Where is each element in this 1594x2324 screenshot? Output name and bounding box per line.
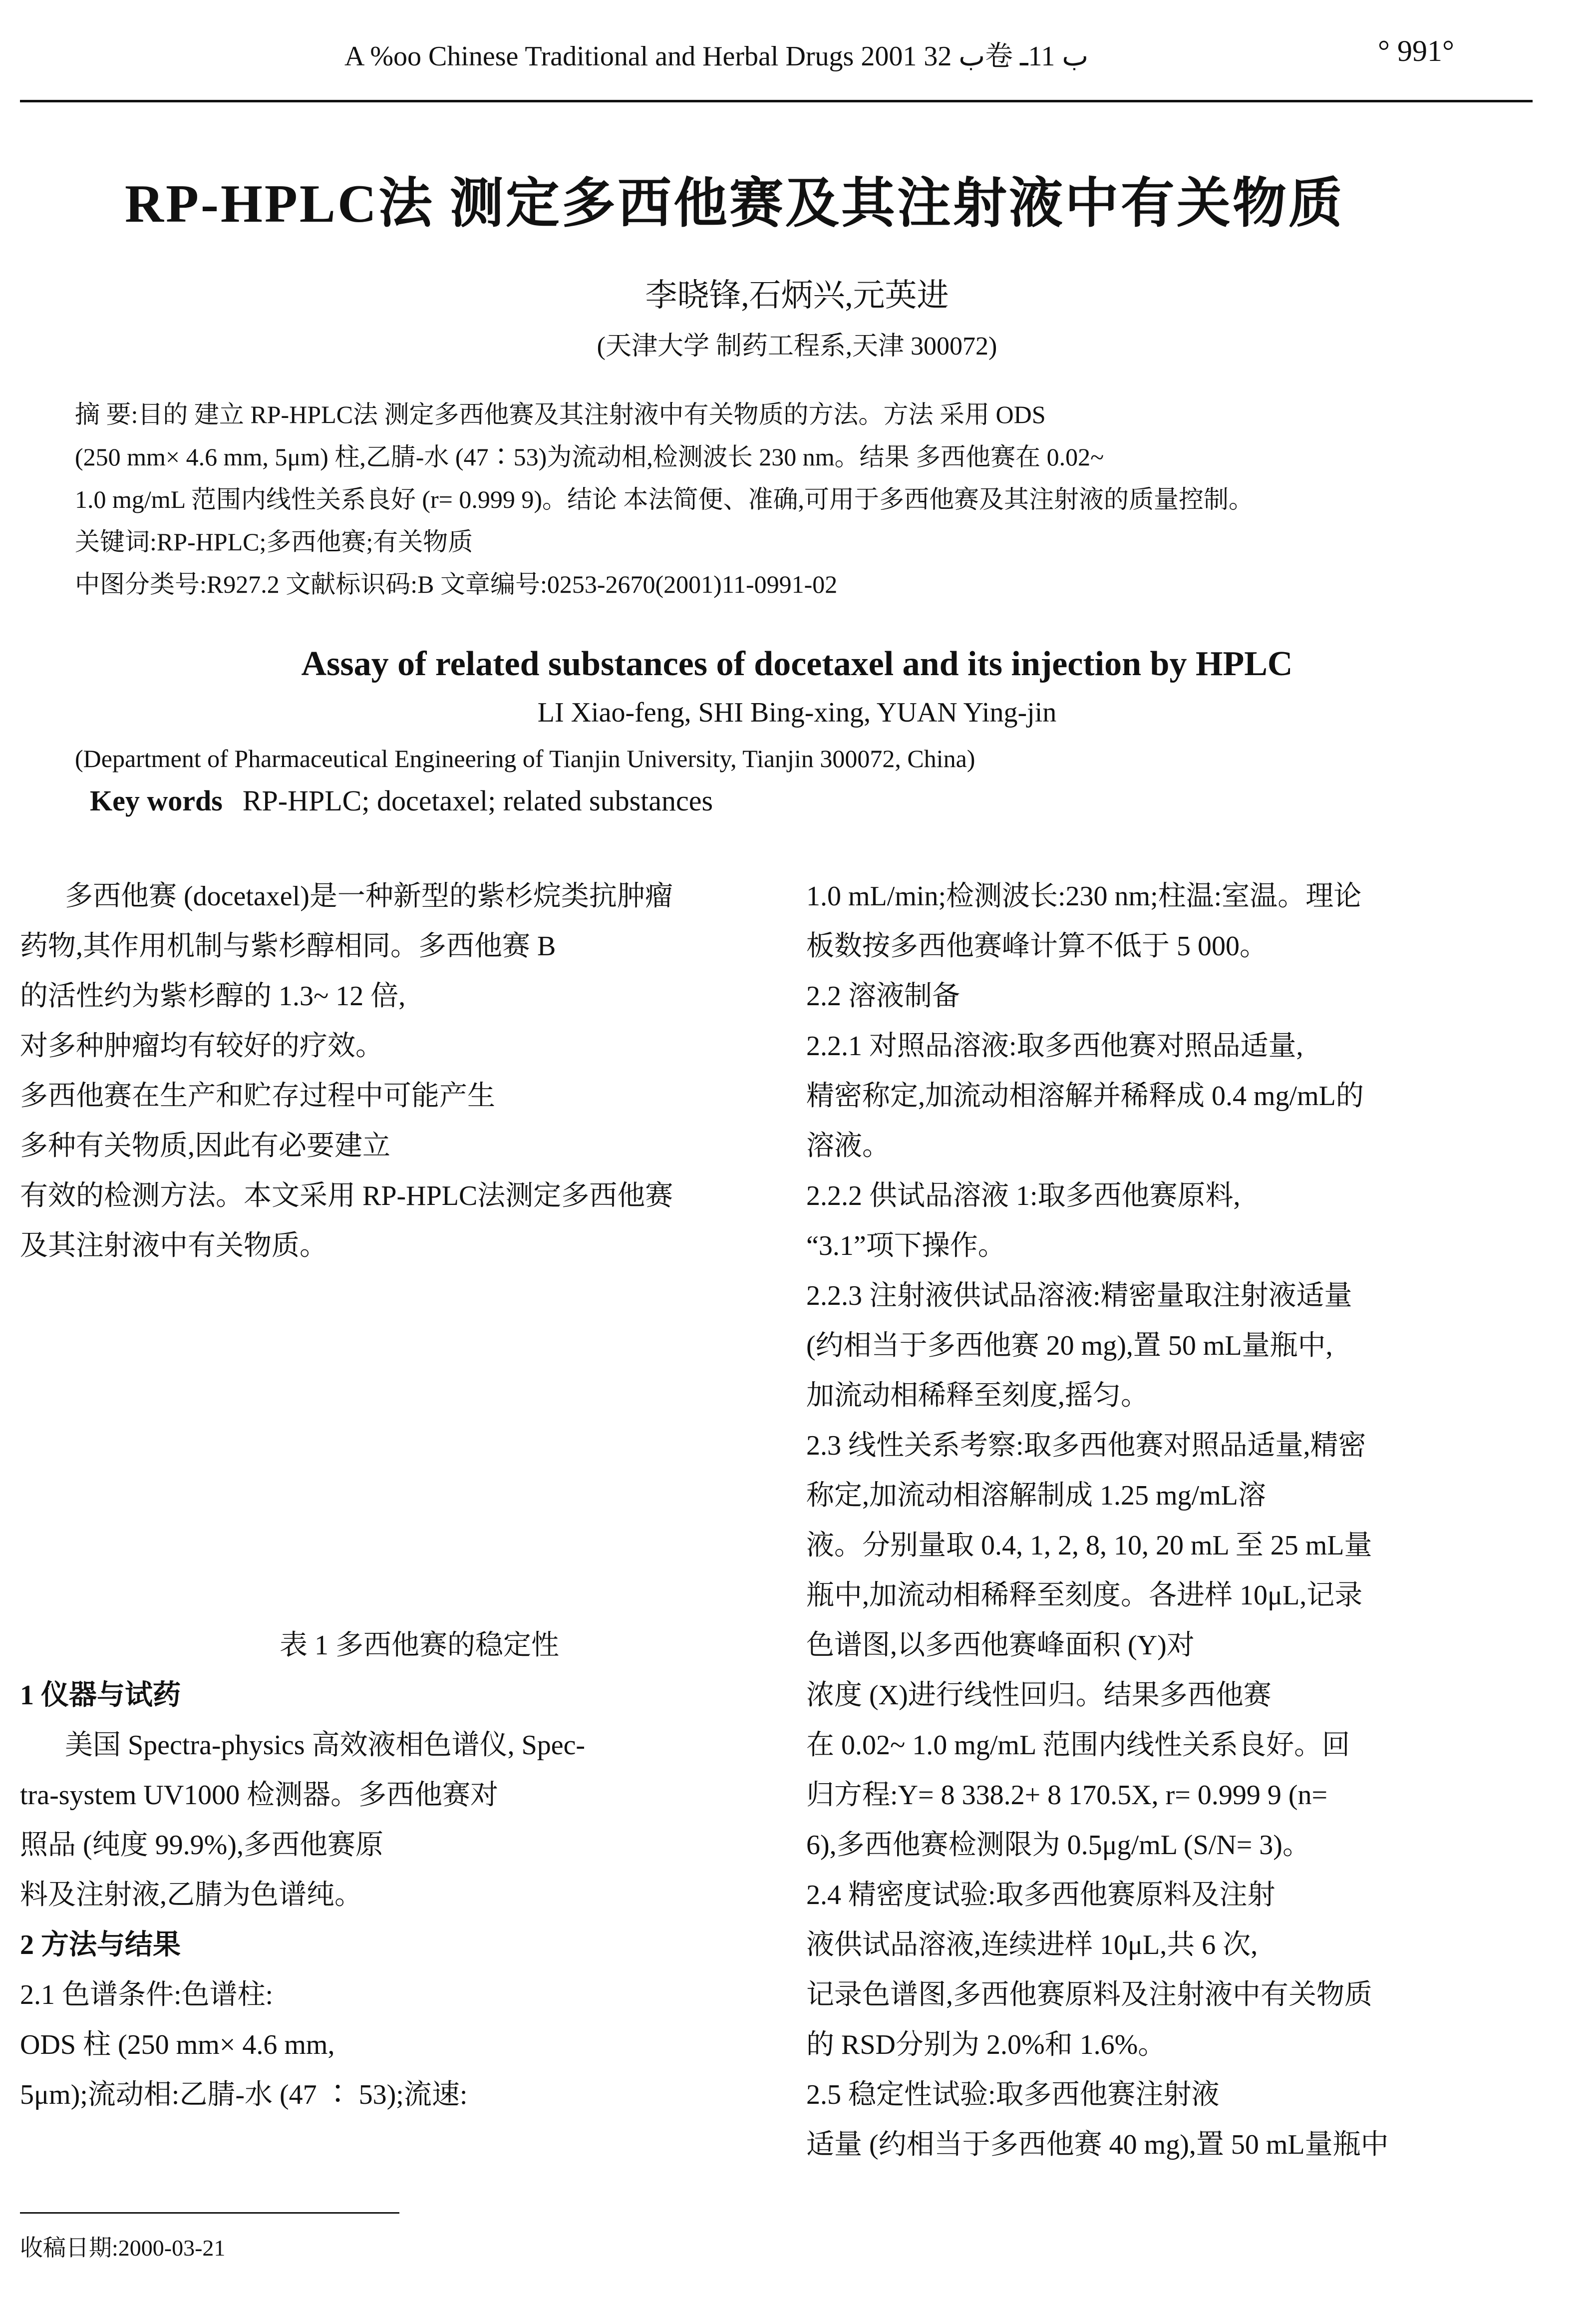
body-line: 2.2.2 供试品溶液 1:取多西他赛原料, <box>806 1180 1241 1211</box>
body-line: 液。分别量取 0.4, 1, 2, 8, 10, 20 mL 至 25 mL量 <box>806 1530 1372 1561</box>
body-line: 药物,其作用机制与紫杉醇相同。多西他赛 B <box>20 931 556 962</box>
body-line: 精密称定,加流动相溶解并稀释成 0.4 mg/mL的 <box>806 1081 1364 1112</box>
running-header <box>0 25 1594 80</box>
body-line: 溶液。 <box>806 1131 890 1162</box>
body-line: 2.4 精密度试验:取多西他赛原料及注射 <box>806 1880 1275 1911</box>
body-line: 2.1 色谱条件:色谱柱: <box>20 1979 274 2010</box>
body-line: 料及注射液,乙腈为色谱纯。 <box>20 1880 362 1911</box>
body-line: 2.3 线性关系考察:取多西他赛对照品适量,精密 <box>806 1430 1366 1461</box>
page-number: ° 991° <box>1378 34 1454 67</box>
authors-en: LI Xiao-feng, SHI Bing-xing, YUAN Ying-jin <box>537 697 1057 728</box>
body-line: 在 0.02~ 1.0 mg/mL 范围内线性关系良好。回 <box>806 1730 1350 1761</box>
abstract-line: (250 mm× 4.6 mm, 5μm) 柱,乙腈-水 (47∶53)为流动相,检测波长 230 nm。结果 多西他赛在 0.02~ <box>75 443 1104 471</box>
body-line: 2.2.1 对照品溶液:取多西他赛对照品适量, <box>806 1031 1303 1062</box>
body-line: 适量 (约相当于多西他赛 40 mg),置 50 mL量瓶中 <box>806 2129 1389 2160</box>
body-line: 浓度 (X)进行线性回归。结果多西他赛 <box>806 1680 1272 1711</box>
body-line: 及其注射液中有关物质。 <box>20 1230 327 1261</box>
body-line: 多种有关物质,因此有必要建立 <box>20 1131 390 1162</box>
keywords-text: RP-HPLC; docetaxel; related substances <box>242 784 713 817</box>
blank-space <box>20 1271 749 1620</box>
body-line: 有效的检测方法。本文采用 RP-HPLC法测定多西他赛 <box>20 1180 673 1211</box>
right-column <box>806 871 1535 2170</box>
body-line: 2.2.3 注射液供试品溶液:精密量取注射液适量 <box>806 1280 1352 1311</box>
footnote: 收稿日期:2000-03-21 <box>20 2235 226 2261</box>
section-heading: 1 仪器与试药 <box>20 1680 181 1711</box>
abstract-line: 摘 要:目的 建立 RP-HPLC法 测定多西他赛及其注射液中有关物质的方法。方法 采用 ODS <box>75 400 1046 428</box>
body-line: ODS 柱 (250 mm× 4.6 mm, <box>20 2029 335 2060</box>
authors-cn: 李晓锋,石炳兴,元英进 <box>645 278 949 313</box>
keywords-cn: 关键词:RP-HPLC;多西他赛;有关物质 <box>75 528 473 556</box>
journal-name: A %oo Chinese Traditional and Herbal Drugs 2001 ب 32卷 ب 11ـ <box>344 41 1089 72</box>
body-line: 板数按多西他赛峰计算不低于 5 000。 <box>806 931 1268 962</box>
footnote-rule <box>20 2212 399 2214</box>
classification-line: 中图分类号:R927.2 文献标识码:B 文章编号:0253-2670(2001)11-0991-02 <box>75 570 838 598</box>
body-line: 的 RSD分别为 2.0%和 1.6%。 <box>806 2029 1166 2060</box>
affiliation-cn: (天津大学 制药工程系,天津 300072) <box>597 332 997 361</box>
header-rule <box>20 100 1533 102</box>
body-line: (约相当于多西他赛 20 mg),置 50 mL量瓶中, <box>806 1330 1333 1361</box>
article-title-en: Assay of related substances of docetaxel and its injection by HPLC <box>301 645 1293 683</box>
body-line: 液供试品溶液,连续进样 10μL,共 6 次, <box>806 1930 1258 1960</box>
section-heading: 2 方法与结果 <box>20 1930 181 1960</box>
keywords-label: Key words <box>90 784 223 817</box>
subsection-heading: 2.2 溶液制备 <box>806 981 960 1012</box>
body-line: 记录色谱图,多西他赛原料及注射液中有关物质 <box>806 1979 1372 2010</box>
body-line: 5μm);流动相:乙腈-水 (47 ∶ 53);流速: <box>20 2079 468 2110</box>
body-line: 多西他赛在生产和贮存过程中可能产生 <box>20 1081 495 1112</box>
body-line: 6),多西他赛检测限为 0.5μg/mL (S/N= 3)。 <box>806 1830 1310 1861</box>
body-line: 美国 Spectra-physics 高效液相色谱仪, Spec- <box>65 1730 586 1761</box>
affiliation-en: (Department of Pharmaceutical Engineering of Tianjin University, Tianjin 300072, China) <box>75 745 975 773</box>
body-line: 多西他赛 (docetaxel)是一种新型的紫杉烷类抗肿瘤 <box>65 881 673 912</box>
body-line: 称定,加流动相溶解制成 1.25 mg/mL溶 <box>806 1480 1266 1511</box>
body-line: “3.1”项下操作。 <box>806 1230 1006 1261</box>
body-line: 2.5 稳定性试验:取多西他赛注射液 <box>806 2079 1220 2110</box>
body-line: 1.0 mL/min;检测波长:230 nm;柱温:室温。理论 <box>806 881 1362 912</box>
body-line: 的活性约为紫杉醇的 1.3~ 12 倍, <box>20 981 406 1012</box>
keywords-en <box>90 784 713 817</box>
abstract-line: 1.0 mg/mL 范围内线性关系良好 (r= 0.999 9)。结论 本法简便、准确,可用于多西他赛及其注射液的质量控制。 <box>75 485 1254 513</box>
body-line: 瓶中,加流动相稀释至刻度。各进样 10μL,记录 <box>806 1580 1363 1611</box>
article-title-cn: RP-HPLC法 测定多西他赛及其注射液中有关物质 <box>125 174 1344 234</box>
body-line: 照品 (纯度 99.9%),多西他赛原 <box>20 1830 383 1861</box>
body-line: 加流动相稀释至刻度,摇匀。 <box>806 1380 1149 1411</box>
body-line: 归方程:Y= 8 338.2+ 8 170.5X, r= 0.999 9 (n= <box>806 1780 1328 1811</box>
left-column <box>20 871 749 2120</box>
table-caption: 表 1 多西他赛的稳定性 <box>280 1630 559 1661</box>
body-line: tra-system UV1000 检测器。多西他赛对 <box>20 1780 499 1811</box>
body-line: 对多种肿瘤均有较好的疗效。 <box>20 1031 383 1062</box>
body-line: 色谱图,以多西他赛峰面积 (Y)对 <box>806 1630 1195 1661</box>
